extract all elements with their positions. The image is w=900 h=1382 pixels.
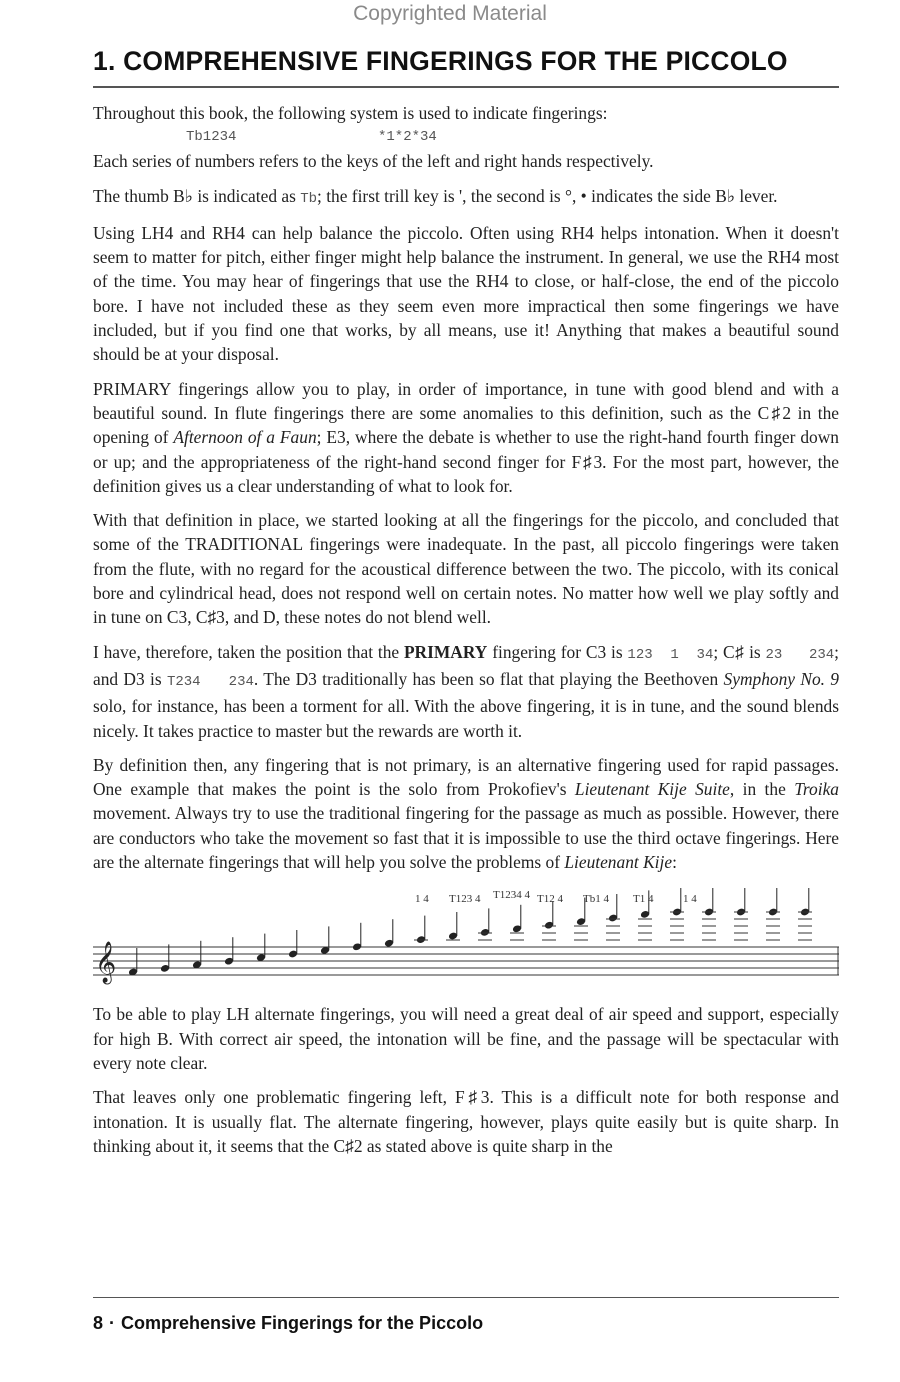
music-example — [93, 884, 839, 994]
footer-separator: · — [109, 1313, 116, 1333]
fingering-example-line — [93, 125, 839, 149]
paragraph-primary: PRIMARY fingerings allow you to play, in order of importance, in tune with good blend and with a beautiful sound. In flute fingerings there are some anomalies to this definition, such as the C♯2 in the opening of Afternoon of a Faun; E3, where the debate is whether to use the right-hand fourth finger down or up; and the appropriateness of the right-hand second finger for F♯3. For the most part, however, the definition gives us a clear understanding of what to look for. — [93, 378, 839, 496]
title-rule — [93, 86, 839, 88]
fingering-labels — [415, 889, 697, 905]
fingering-label: Tb1 4 — [583, 893, 609, 906]
chapter-title: 1. COMPREHENSIVE FINGERINGS FOR THE PICCOLO — [93, 46, 788, 76]
staff-lines — [93, 947, 839, 975]
fingering-label: 1 4 — [683, 893, 697, 906]
page-number: 8 — [93, 1313, 104, 1333]
music-staff — [93, 884, 839, 994]
paragraph-lh-alternate: To be able to play LH alternate fingerings, you will need a great deal of air speed and support, especially for high B. With correct air speed, the intonation will be fine, and the passage will be spectacular with every note clear. — [93, 1004, 839, 1073]
fingering-label: 1 4 — [415, 893, 429, 906]
footer-rule — [93, 1297, 839, 1298]
copyright-watermark: Copyrighted Material — [353, 2, 547, 25]
fingering-example-b: *1*2*34 — [378, 129, 437, 146]
paragraph-alternative: By definition then, any fingering that is not primary, is an alternative fingering used for rapid passages. One example that makes the point is the solo from Prokofiev's Lieutenant Kije Suite, in the Troika movement. Always try to use the traditional fingering for the passage as much as possible. However, there are conductors who take the movement so fast that it is impossible to use the third octave fingerings. Here are the alternate fingerings that will help you solve the problems of Lieutenant Kije: — [93, 754, 839, 873]
fingering-label: T1234 4 — [493, 889, 530, 902]
paragraph-intro-cont: Each series of numbers refers to the keys of the left and right hands respectively. — [93, 151, 654, 172]
treble-clef-icon: 𝄞 — [95, 942, 117, 984]
body-text — [93, 101, 839, 1168]
page-footer — [93, 1313, 483, 1334]
fingering-example-a: Tb1234 — [186, 129, 237, 146]
fingering-label: T123 4 — [449, 893, 481, 906]
paragraph-thumb: The thumb B♭ is indicated as Tb; the first trill key is ', the second is °, • indicates the side B♭ lever. — [93, 185, 778, 207]
fingering-label: T12 4 — [537, 893, 563, 906]
paragraph-f-sharp: That leaves only one problematic fingering left, F♯3. This is a difficult note for both response and intonation. It is usually flat. The alternate fingering, however, plays quite easily but is quite sharp. In thinking about it, it seems that the C♯2 as stated above is quite sharp in the — [93, 1087, 839, 1156]
paragraph-balance: Using LH4 and RH4 can help balance the piccolo. Often using RH4 helps intonation. When it doesn't seem to matter for pitch, either finger might help balance the instrument. In general, we use the RH4 most of the time. You may hear of fingerings that use the RH4 to close, or half-close, the end of the piccolo bore. I have not included these as they seem even more impractical then some fingerings we have included, but if you find one that works, by all means, use it! Anything that makes a beautiful sound should be at your disposal. — [93, 222, 839, 365]
fingering-label: T1 4 — [633, 893, 654, 906]
paragraph-position: I have, therefore, taken the position that the PRIMARY fingering for C3 is 123 1 34; C♯ is 23 234; and D3 is T234 234. The D3 traditionally has been so flat that playing the Beethoven Symphony No. 9 solo, for instance, has been a torment for all. With the above fingering, it is in tune, and the sound blends nicely. It takes practice to master but the rewards are worth it. — [93, 641, 839, 741]
paragraph-traditional: With that definition in place, we started looking at all the fingerings for the piccolo, and concluded that some of the TRADITIONAL fingerings were inadequate. In the past, all piccolo fingerings were taken from the flute, with no regard for the acoustical difference between the two. The piccolo, with its conical bore and cylindrical head, does not respond well on certain notes. No matter how well we play softly and in tune on C3, C♯3, and D, these notes do not blend well. — [93, 510, 839, 628]
paragraph-intro: Throughout this book, the following system is used to indicate fingerings: — [93, 103, 608, 123]
running-title: Comprehensive Fingerings for the Piccolo — [121, 1313, 484, 1333]
